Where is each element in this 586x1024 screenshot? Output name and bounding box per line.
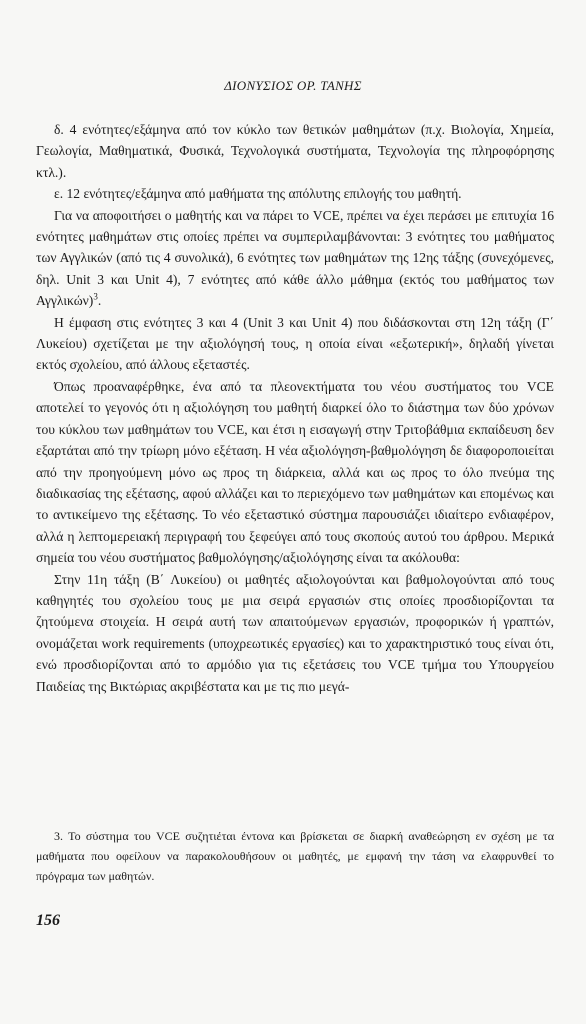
- paragraph-units-emphasis: Η έμφαση στις ενότητες 3 και 4 (Unit 3 και Unit 4) που διδάσκονται στη 12η τάξη (Γ΄ Λυκείου) σχετίζεται με την αξιολόγησή τους, η οποία είναι «εξωτερική», δηλαδή γίνεται εκτός σχολείου, από άλλους εξεταστές.: [36, 314, 554, 373]
- footnote-reference[interactable]: 3: [93, 291, 98, 302]
- page-number: 156: [36, 912, 60, 929]
- paragraph-graduation-requirements: [36, 205, 554, 312]
- running-title: ΔΙΟΝΥΣΙΟΣ ΟΡ. ΤΑΝΗΣ: [224, 78, 362, 93]
- footnote-text: 3. Το σύστημα του VCE συζητιέται έντονα και βρίσκεται σε διαρκή αναθεώρηση εν σχέση με τα μαθήματα που οφείλουν να παρακολουθήσουν οι μαθητές, με εμφανή την τάση να ελαφρυνθεί το πρόγραμα των μαθητών.: [36, 829, 554, 883]
- paragraph-assessment-system: Όπως προαναφέρθηκε, ένα από τα πλεονεκτήματα του νέου συστήματος του VCE αποτελεί το γεγονός ότι η αξιολόγηση του μαθητή διαρκεί όλο το διάστημα των δύο χρόνων του κύκλου των μαθημάτων του VCE, και έτσι η εισαγωγή στην Τριτοβάθμια εκπαίδευση δεν εξαρτάται από την τρίωρη μόνο εξέταση. Η νέα αξιολόγηση-βαθμολόγηση δε διαφοροποιείται από την προηγούμενη μόνο ως προς τη διάρκεια, αλλά και ως προς το όλο πνεύμα της διαδικασίας της εξέτασης, αφού αλλάζει και το περιεχόμενο των μαθημάτων και επομένως και το αντικείμενο της εξέτασης. Το νέο εξεταστικό σύστημα παρουσιάζει ιδιαίτερο ενδιαφέρον, αλλά η λεπτομερειακή περιγραφή του ξεφεύγει από τους σκοπούς αυτού του άρθρου. Μερικά σημεία του νέου συστήματος βαθμολόγησης/αξιολόγησης είναι τα ακόλουθα:: [36, 378, 554, 566]
- paragraph-end-punctuation: .: [97, 293, 102, 309]
- paragraph-grade-11-assessment: Στην 11η τάξη (Β΄ Λυκείου) οι μαθητές αξιολογούνται και βαθμολογούνται από τους καθηγητές του σχολείου τους με μια σειρά εργασιών στις οποίες προσδιορίζονται τα ζητούμενα στοιχεία. Η σειρά αυτή των απαιτούμενων εργασιών, προφορικών ή γραπτών, ονομάζεται work requirements (υποχρεωτικές εργασίες) και το χαρακτηριστικό τους είναι ότι, ενώ προσδιορίζονται από το αρμόδιο για τις εξετάσεις του VCE τμήμα του Υπουργείου Παιδείας της Βικτώριας ακριβέστατα και με τις πιο μεγά-: [36, 571, 554, 694]
- list-item-d: δ. 4 ενότητες/εξάμηνα από τον κύκλο των θετικών μαθημάτων (π.χ. Βιολογία, Χημεία, Γεωλογία, Μαθηματικά, Φυσικά, Τεχνολογικά συστήματα, Τεχνολογία της πληροφόρησης κτλ.).: [36, 122, 554, 180]
- body-text: [36, 119, 554, 697]
- footnote: [36, 826, 554, 886]
- list-item-e: ε. 12 ενότητες/εξάμηνα από μαθήματα της απόλυτης επιλογής του μαθητή.: [54, 186, 462, 202]
- paragraph-text: Για να αποφοιτήσει ο μαθητής και να πάρει το VCE, πρέπει να έχει περάσει με επιτυχία 16 ενότητες μαθημάτων στις οποίες πρέπει να συμπεριλαμβάνονται: 3 ενότητες του μαθήματος των Αγγλικών (από τις 4 συνολικά), 6 ενότητες των μαθημάτων της 12ης τάξης (συνεχόμενες, δηλ. Unit 3 και Unit 4), 7 ενότητες από κάθε άλλο μάθημα (εκτός του μαθήματος των Αγγλικών): [36, 207, 554, 309]
